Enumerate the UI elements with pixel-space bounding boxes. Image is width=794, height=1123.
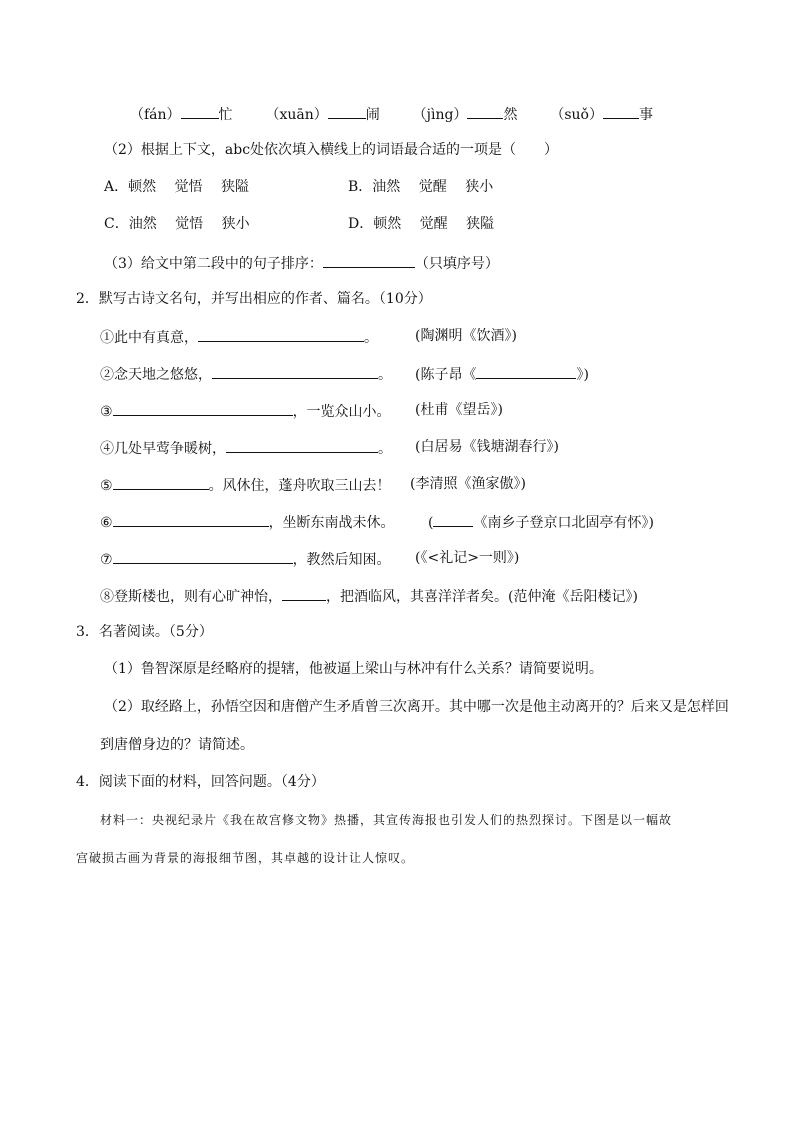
q2-line-8 <box>100 586 638 606</box>
q2-source-7: (《<礼记>一则》) <box>415 550 520 566</box>
q2-line-6 <box>100 512 395 532</box>
answer-blank[interactable] <box>282 586 326 601</box>
char-nao: 闹 <box>365 107 380 123</box>
char-ran: 然 <box>503 107 518 123</box>
q4-material1-line2: 宫破损古画为背景的海报细节图，其卓越的设计让人惊叹。 <box>76 851 415 865</box>
line-text: 《南乡子登京口北固亭有怀》) <box>473 515 654 531</box>
pinyin-fan: （fán） <box>130 107 181 123</box>
option-b[interactable]: B．油然 觉醒 狭小 <box>348 179 494 195</box>
answer-blank[interactable] <box>198 327 364 342</box>
answer-blank[interactable] <box>181 104 219 119</box>
answer-blank[interactable] <box>433 512 473 527</box>
answer-blank[interactable] <box>323 253 415 268</box>
line-text: ( <box>428 515 434 531</box>
q3-sub2-line1: （2）取经路上，孙悟空因和唐僧产生矛盾曾三次离开。其中哪一次是他主动离开的？后来又是怎样回 <box>104 699 729 715</box>
option-d[interactable]: D．顿然 觉醒 狭隘 <box>348 216 495 232</box>
q4-material1-line1: 材料一：央视纪录片《我在故宫修文物》热播，其宣传海报也引发人们的热烈探讨。下图是以一幅故 <box>100 813 673 827</box>
q1-sub2: （2）根据上下文，abc处依次填入横线上的词语最合适的一项是（ ） <box>104 142 559 158</box>
char-shi: 事 <box>638 107 653 123</box>
q2-source-3: (杜甫《望岳》) <box>415 402 503 418</box>
pinyin-xuan: （xuān） <box>265 107 328 123</box>
q1-sub3-text: （3）给文中第二段中的句子排序： <box>104 256 323 272</box>
line-text: (陈子昂《 <box>415 367 477 383</box>
line-text: 。 <box>364 330 378 346</box>
q2-line-4 <box>100 438 392 458</box>
answer-blank[interactable] <box>467 104 503 119</box>
answer-blank[interactable] <box>113 512 269 527</box>
line-text: ，一览众山小。 <box>292 404 391 420</box>
line-text: ⑥ <box>100 515 113 531</box>
q2-source-2 <box>415 364 589 384</box>
q2-line-5 <box>100 475 391 495</box>
q1-sub3-note: （只填序号） <box>414 256 499 272</box>
option-c[interactable]: C．油然 觉悟 狭小 <box>104 216 250 232</box>
q2-line-1 <box>100 327 378 347</box>
line-text: ，教然后知困。 <box>292 552 391 568</box>
q2-source-6 <box>428 512 654 532</box>
option-a[interactable]: A．顿然 觉悟 狭隘 <box>104 179 250 195</box>
line-text: 》) <box>576 367 589 383</box>
q2-line-7 <box>100 549 391 569</box>
pinyin-row <box>130 104 653 124</box>
q1-sub3 <box>104 253 499 273</box>
line-text: ，坐断东南战未休。 <box>268 515 395 531</box>
answer-blank[interactable] <box>212 364 378 379</box>
answer-blank[interactable] <box>113 401 293 416</box>
answer-blank[interactable] <box>603 104 639 119</box>
line-text: 。风休住，蓬舟吹取三山去！ <box>208 478 391 494</box>
answer-blank[interactable] <box>476 364 576 379</box>
line-text: ③ <box>100 404 113 420</box>
q3-sub2-line2: 到唐僧身边的？请简述。 <box>100 737 254 753</box>
line-text: ④几处早莺争暖树， <box>100 441 226 457</box>
char-mang: 忙 <box>218 107 233 123</box>
line-text: ②念天地之悠悠， <box>100 367 212 383</box>
line-text: 。 <box>378 367 392 383</box>
q3-title: 3．名著阅读。（5分） <box>76 624 213 640</box>
line-text: ，把酒临风，其喜洋洋者矣。(范仲淹《岳阳楼记》) <box>326 589 638 605</box>
line-text: ⑤ <box>100 478 113 494</box>
answer-blank[interactable] <box>113 549 293 564</box>
answer-blank[interactable] <box>113 475 209 490</box>
q2-source-1: (陶渊明《饮酒》) <box>415 328 517 344</box>
pinyin-suo: （suǒ） <box>550 107 603 123</box>
q2-source-5: (李清照《渔家傲》) <box>410 476 526 492</box>
answer-blank[interactable] <box>226 438 378 453</box>
answer-blank[interactable] <box>328 104 366 119</box>
pinyin-jing: （jìng） <box>412 107 468 123</box>
q3-sub1: （1）鲁智深原是经略府的提辖，他被逼上梁山与林冲有什么关系？请简要说明。 <box>104 661 603 677</box>
q2-title: 2．默写古诗文名句，并写出相应的作者、篇名。（10分） <box>76 291 432 307</box>
line-text: 。 <box>378 441 392 457</box>
q4-title: 4．阅读下面的材料，回答问题。（4分） <box>76 774 325 790</box>
line-text: ⑧登斯楼也，则有心旷神怡， <box>100 589 282 605</box>
q2-line-3 <box>100 401 391 421</box>
q2-line-2 <box>100 364 392 384</box>
q2-source-4: (白居易《钱塘湖春行》) <box>415 439 559 455</box>
line-text: ⑦ <box>100 552 113 568</box>
line-text: ①此中有真意， <box>100 330 198 346</box>
